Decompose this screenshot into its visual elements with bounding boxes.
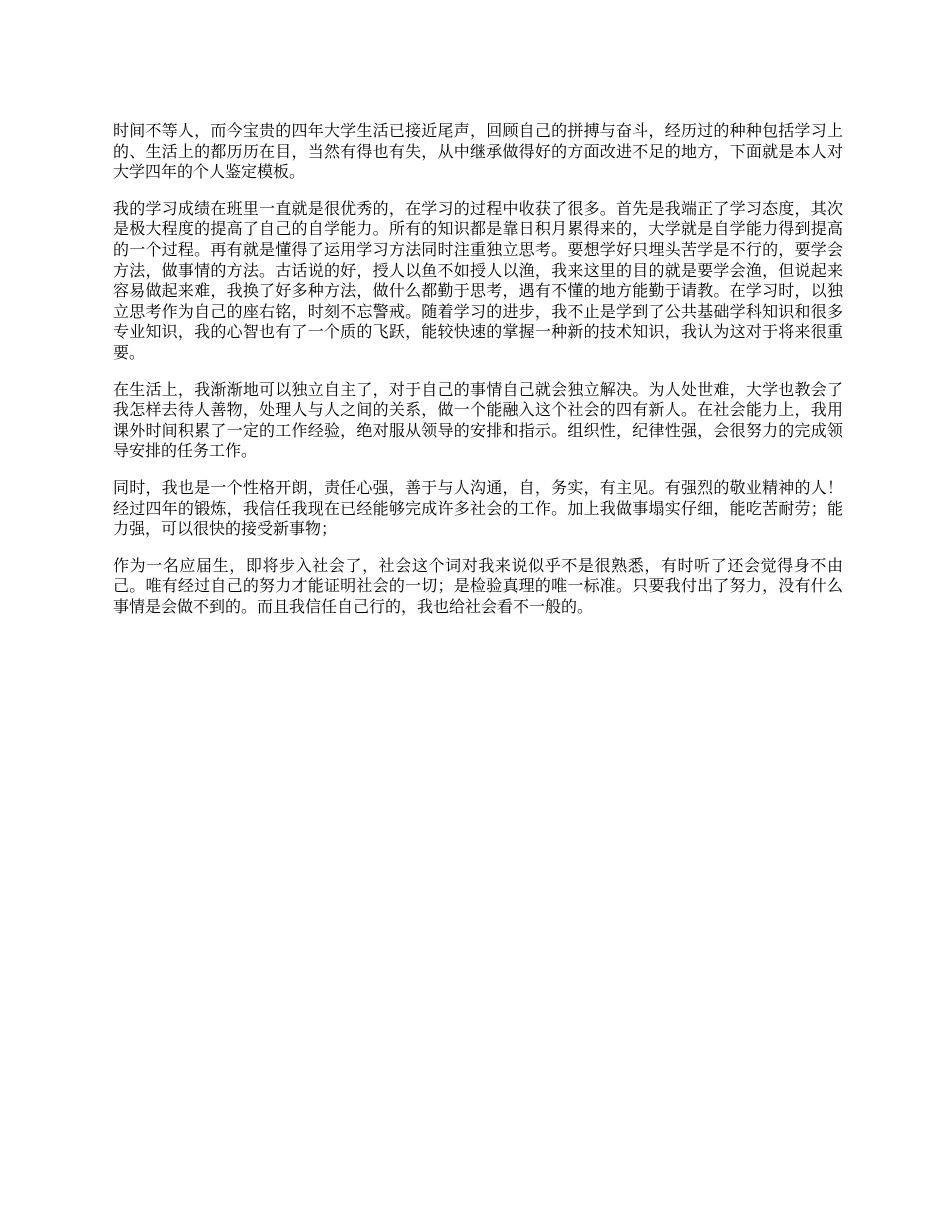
- paragraph-conclusion: 作为一名应届生，即将步入社会了，社会这个词对我来说似乎不是很熟悉，有时听了还会觉得身不由己。唯有经过自己的努力才能证明社会的一切；是检验真理的唯一标准。只要我付出了努力，没有什么事情是会做不到的。而且我信任自己行的，我也给社会看不一般的。: [113, 555, 843, 616]
- document-body: [113, 121, 843, 633]
- paragraph-life: 在生活上，我渐渐地可以独立自主了，对于自己的事情自己就会独立解决。为人处世难，大学也教会了我怎样去待人善物，处理人与人之间的关系，做一个能融入这个社会的四有新人。在社会能力上，我用课外时间积累了一定的工作经验，绝对服从领导的安排和指示。组织性，纪律性强，会很努力的完成领导安排的任务工作。: [113, 379, 843, 461]
- paragraph-study: 我的学习成绩在班里一直就是很优秀的，在学习的过程中收获了很多。首先是我端正了学习态度，其次是极大程度的提高了自己的自学能力。所有的知识都是靠日积月累得来的，大学就是自学能力得到提高的一个过程。再有就是懂得了运用学习方法同时注重独立思考。要想学好只埋头苦学是不行的，要学会方法，做事情的方法。古话说的好，授人以鱼不如授人以渔，我来这里的目的就是要学会渔，但说起来容易做起来难，我换了好多种方法，做什么都勤于思考，遇有不懂的地方能勤于请教。在学习时，以独立思考作为自己的座右铭，时刻不忘警戒。随着学习的进步，我不止是学到了公共基础学科知识和很多专业知识，我的心智也有了一个质的飞跃，能较快速的掌握一种新的技术知识，我认为这对于将来很重要。: [113, 198, 843, 362]
- paragraph-intro: 时间不等人，而今宝贵的四年大学生活已接近尾声，回顾自己的拼搏与奋斗，经历过的种种包括学习上的、生活上的都历历在目，当然有得也有失，从中继承做得好的方面改进不足的地方，下面就是本人对大学四年的个人鉴定模板。: [113, 121, 843, 182]
- paragraph-personality: 同时，我也是一个性格开朗，责任心强，善于与人沟通，自，务实，有主见。有强烈的敬业精神的人！经过四年的锻炼，我信任我现在已经能够完成许多社会的工作。加上我做事塌实仔细，能吃苦耐劳；能力强，可以很快的接受新事物；: [113, 477, 843, 539]
